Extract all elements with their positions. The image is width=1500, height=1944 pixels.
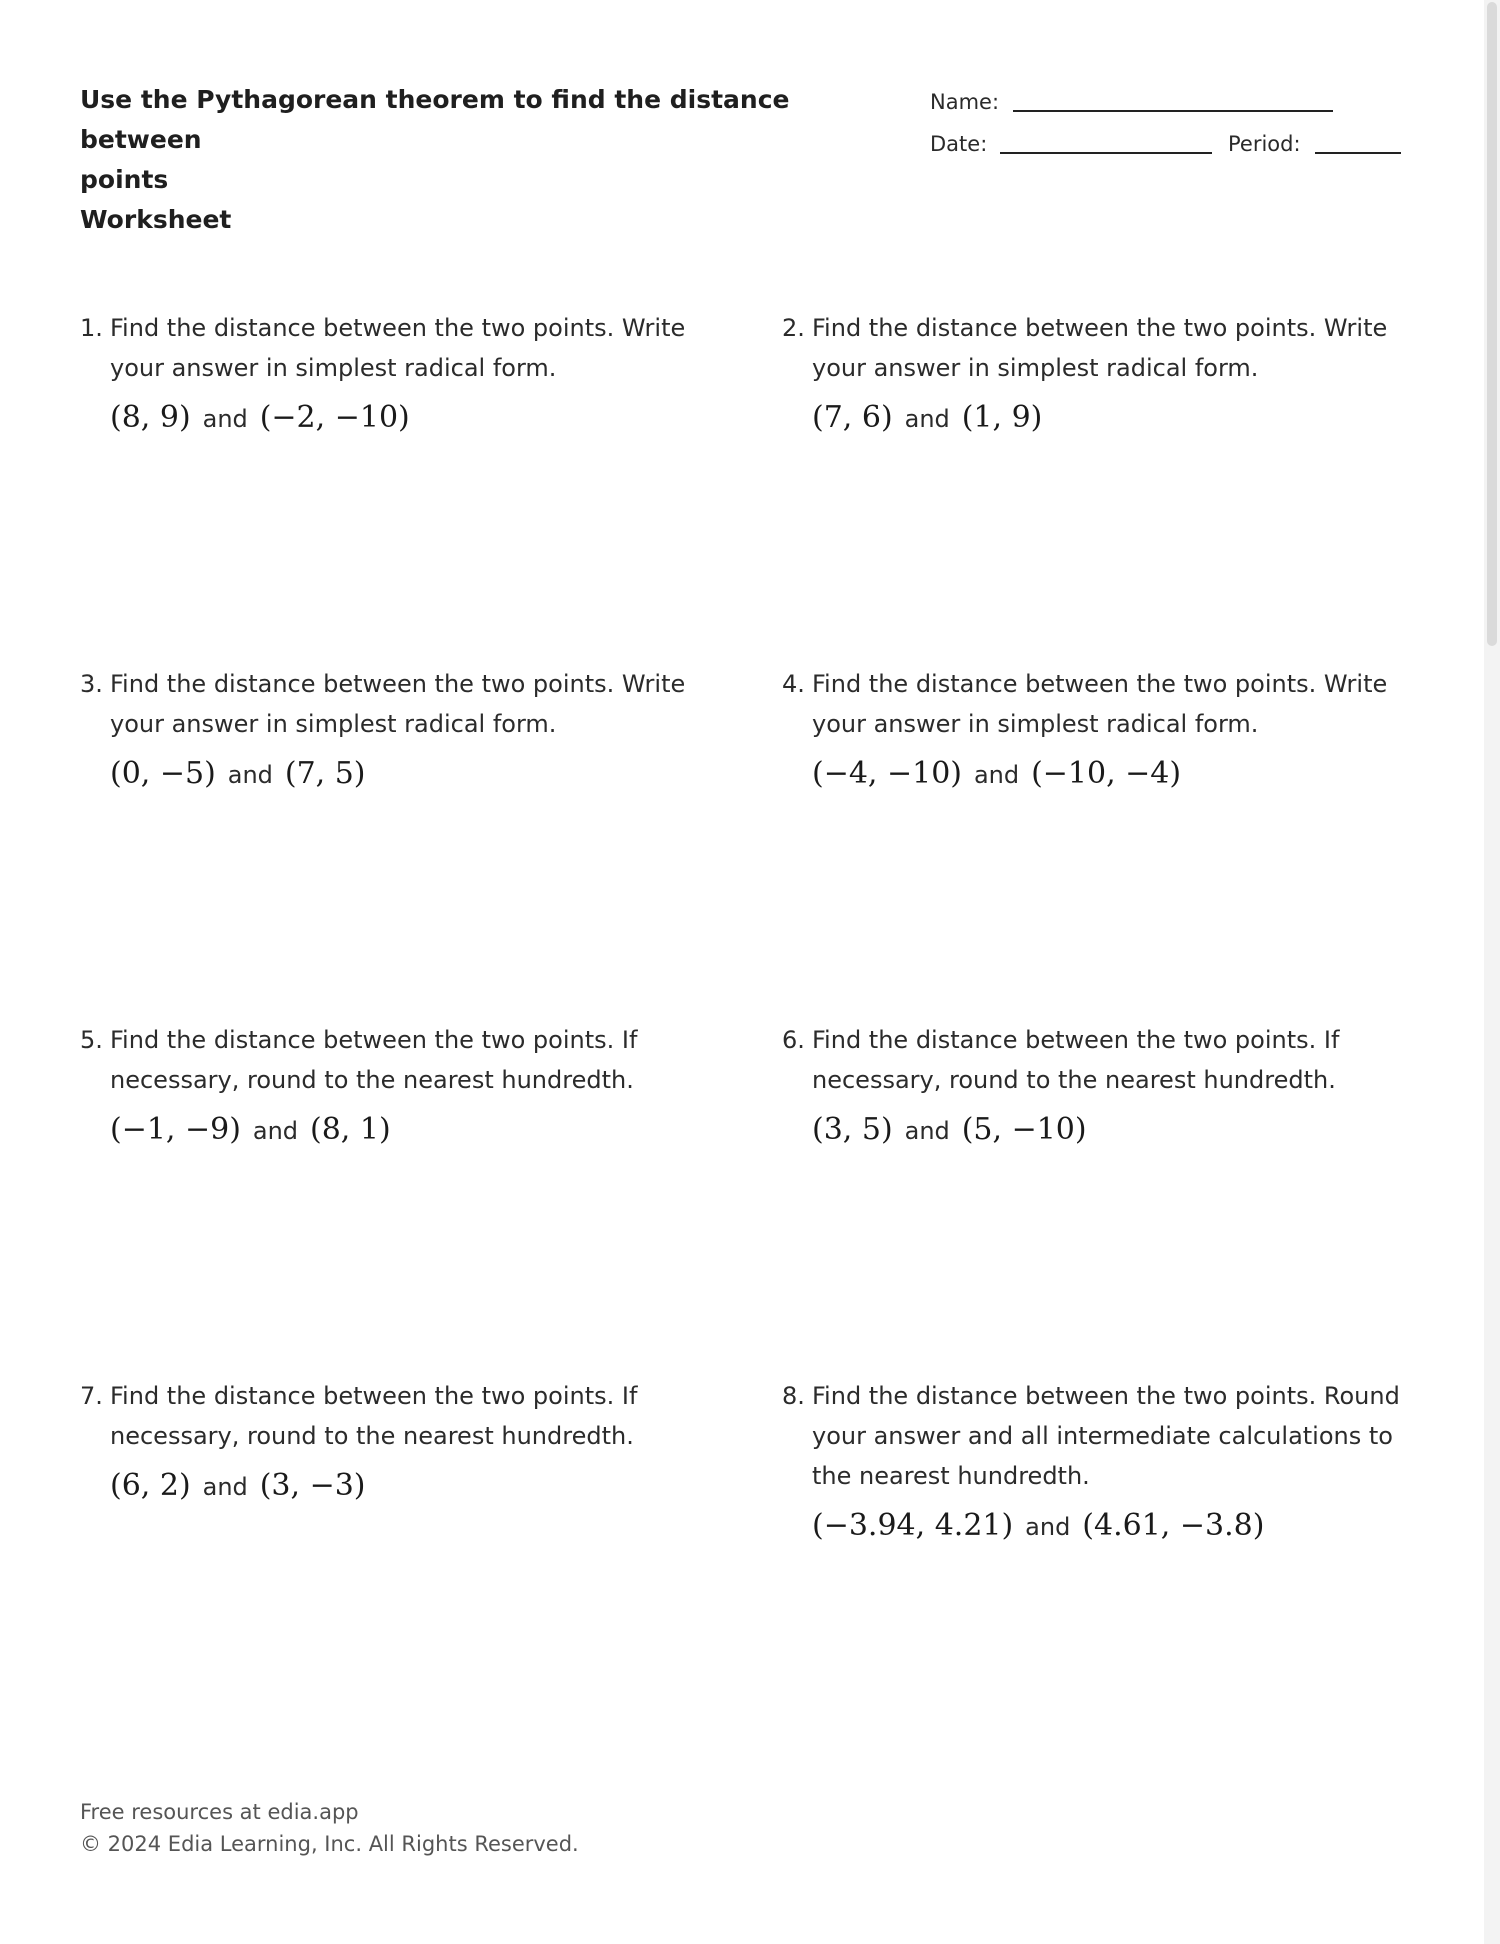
problem-instructions: Find the distance between the two points. Write your answer in simplest radical form. — [812, 314, 1388, 382]
title-line-1: Use the Pythagorean theorem to find the distance between — [80, 85, 790, 154]
point-b: (5, −10) — [961, 1112, 1087, 1147]
and-label: and — [904, 405, 950, 433]
point-b: (7, 5) — [284, 756, 366, 791]
problem-number: 4. — [782, 670, 805, 698]
problem-number: 2. — [782, 314, 805, 342]
problem-number: 5. — [80, 1026, 103, 1054]
and-label: and — [227, 761, 273, 789]
problem-instructions: Find the distance between the two points. Write your answer in simplest radical form. — [110, 670, 686, 738]
and-label: and — [1025, 1513, 1071, 1541]
problem-points — [812, 398, 1402, 439]
problem-points — [812, 754, 1402, 795]
problem-4 — [782, 664, 1402, 795]
problem-number: 8. — [782, 1382, 805, 1410]
and-label: and — [252, 1117, 299, 1145]
name-label: Name: — [930, 90, 1000, 114]
problem-number: 7. — [80, 1382, 103, 1410]
problem-3 — [80, 664, 700, 795]
problem-instructions: Find the distance between the two points. Write your answer in simplest radical form. — [812, 670, 1388, 738]
point-b: (−10, −4) — [1031, 756, 1182, 791]
problem-7 — [80, 1376, 700, 1507]
point-b: (1, 9) — [961, 400, 1043, 435]
date-line[interactable] — [1000, 152, 1212, 154]
date-period-field — [930, 132, 1410, 162]
period-line[interactable] — [1315, 152, 1401, 154]
problem-number: 6. — [782, 1026, 805, 1054]
problem-6 — [782, 1020, 1402, 1151]
footer-copyright: © 2024 Edia Learning, Inc. All Rights Reserved. — [80, 1832, 579, 1856]
date-label: Date: — [930, 132, 988, 156]
problem-number: 3. — [80, 670, 103, 698]
point-b: (−2, −10) — [259, 400, 410, 435]
problem-5 — [80, 1020, 700, 1151]
scrollbar-thumb[interactable] — [1487, 2, 1497, 646]
problem-number: 1. — [80, 314, 103, 342]
problem-1 — [80, 308, 700, 439]
problem-points — [812, 1506, 1402, 1547]
problem-instructions: Find the distance between the two points. If necessary, round to the nearest hundredth. — [812, 1026, 1340, 1094]
point-b: (3, −3) — [259, 1468, 366, 1503]
problem-instructions: Find the distance between the two points. Round your answer and all intermediate calculations to the nearest hundredth. — [812, 1382, 1400, 1490]
worksheet-title — [80, 80, 880, 240]
problem-instructions: Find the distance between the two points. Write your answer in simplest radical form. — [110, 314, 686, 382]
point-a: (7, 6) — [812, 400, 893, 435]
title-line-3: Worksheet — [80, 205, 232, 234]
problem-instructions: Find the distance between the two points. If necessary, round to the nearest hundredth. — [110, 1382, 638, 1450]
point-a: (6, 2) — [110, 1468, 191, 1503]
point-a: (0, −5) — [110, 756, 216, 791]
title-line-2: points — [80, 165, 169, 194]
name-line[interactable] — [1013, 110, 1333, 112]
point-a: (−1, −9) — [110, 1112, 241, 1147]
period-label: Period: — [1228, 132, 1301, 156]
point-a: (−4, −10) — [812, 756, 963, 791]
problem-instructions: Find the distance between the two points. If necessary, round to the nearest hundredth. — [110, 1026, 638, 1094]
and-label: and — [973, 761, 1020, 789]
problem-points — [110, 754, 700, 795]
vertical-scrollbar[interactable] — [1484, 0, 1500, 1944]
point-b: (4.61, −3.8) — [1082, 1508, 1265, 1543]
point-a: (8, 9) — [110, 400, 191, 435]
point-a: (3, 5) — [812, 1112, 893, 1147]
point-a: (−3.94, 4.21) — [812, 1508, 1014, 1543]
problem-8 — [782, 1376, 1402, 1547]
problem-2 — [782, 308, 1402, 439]
problem-points — [110, 1466, 700, 1507]
problem-points — [812, 1110, 1402, 1151]
and-label: and — [904, 1117, 950, 1145]
problem-points — [110, 398, 700, 439]
problem-points — [110, 1110, 700, 1151]
and-label: and — [202, 405, 248, 433]
name-field — [930, 90, 1410, 120]
footer-resources-link[interactable]: Free resources at edia.app — [80, 1800, 359, 1824]
page-footer — [80, 1796, 579, 1860]
and-label: and — [202, 1473, 248, 1501]
point-b: (8, 1) — [310, 1112, 391, 1147]
